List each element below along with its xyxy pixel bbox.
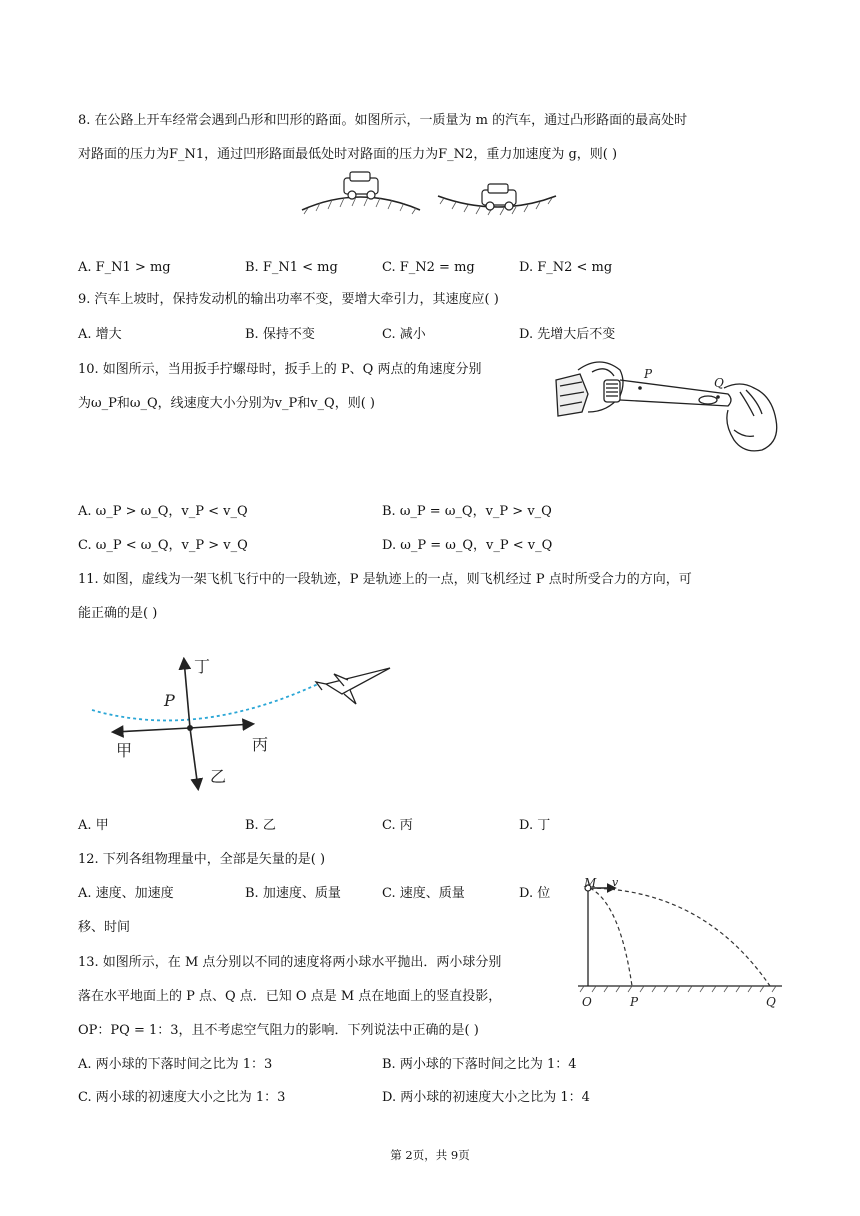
path-to-p <box>590 888 632 986</box>
q12-option-b: B. 加速度、质量 <box>245 886 341 901</box>
wrench-icon <box>556 362 777 451</box>
q8-option-c: C. F_N2 = mg <box>382 260 475 275</box>
q10-option-c: C. ω_P < ω_Q，v_P > v_Q <box>78 538 248 553</box>
path-to-q <box>590 888 770 986</box>
label-q: Q <box>714 376 724 390</box>
q10-line1: 10. 如图所示，当用扳手拧螺母时，扳手上的 P、Q 两点的角速度分别 <box>78 362 482 377</box>
q10-option-d: D. ω_P = ω_Q，v_P < v_Q <box>382 538 553 553</box>
q9-line1: 9. 汽车上坡时，保持发动机的输出功率不变，要增大牵引力，其速度应( ) <box>78 292 499 307</box>
arrow-ding <box>184 660 190 728</box>
q11-line2: 能正确的是( ) <box>78 606 158 621</box>
q12-line1: 12. 下列各组物理量中，全部是矢量的是( ) <box>78 852 326 867</box>
q13-option-d: D. 两小球的初速度大小之比为 1：4 <box>382 1090 590 1105</box>
q9-option-b: B. 保持不变 <box>245 327 315 342</box>
q13-option-b: B. 两小球的下落时间之比为 1：4 <box>382 1057 577 1072</box>
q13-line1: 13. 如图所示，在 M 点分别以不同的速度将两小球水平抛出．两小球分别 <box>78 955 502 970</box>
label-v: v <box>612 876 619 889</box>
label-o: O <box>582 995 592 1009</box>
q9-option-d: D. 先增大后不变 <box>519 327 616 342</box>
page-footer: 第 2页，共 9页 <box>390 1148 470 1162</box>
q8-option-d: D. F_N2 < mg <box>519 260 613 275</box>
q8-option-b: B. F_N1 < mg <box>245 260 338 275</box>
q13-option-c: C. 两小球的初速度大小之比为 1：3 <box>78 1090 286 1105</box>
q11-option-d: D. 丁 <box>519 818 551 833</box>
projectile-figure <box>574 874 786 1014</box>
q11-line1: 11. 如图，虚线为一架飞机飞行中的一段轨迹，P 是轨迹上的一点，则飞机经过 P 点时所受合力的方向，可 <box>78 572 692 587</box>
car-concave-icon <box>482 184 516 210</box>
label-bing: 丙 <box>252 735 269 754</box>
label-p: P <box>164 691 175 710</box>
q10-option-b: B. ω_P = ω_Q，v_P > v_Q <box>382 504 552 519</box>
q8-option-a: A. F_N1 > mg <box>78 260 171 275</box>
q10-option-a: A. ω_P > ω_Q，v_P < v_Q <box>78 504 248 519</box>
q12-option-c: C. 速度、质量 <box>382 886 465 901</box>
label-jia: 甲 <box>116 741 133 760</box>
arrow-bing <box>190 724 252 728</box>
label-p: P <box>630 995 639 1009</box>
label-yi: 乙 <box>210 767 227 786</box>
q12-option-d: D. 位 <box>519 886 551 901</box>
q13-option-a: A. 两小球的下落时间之比为 1：3 <box>78 1057 273 1072</box>
q13-line3: OP：PQ = 1：3，且不考虑空气阻力的影响．下列说法中正确的是( ) <box>78 1023 479 1038</box>
label-m: M <box>584 876 597 890</box>
arrow-jia <box>114 728 190 732</box>
wrench-figure <box>548 350 784 458</box>
arrow-yi <box>190 728 198 788</box>
q12-option-a: A. 速度、加速度 <box>78 886 174 901</box>
q8-line1: 8. 在公路上开车经常会遇到凸形和凹形的路面。如图所示，一质量为 m 的汽车，通过凸形路面的最高处时 <box>78 113 688 128</box>
q11-option-c: C. 丙 <box>382 818 413 833</box>
q11-option-a: A. 甲 <box>78 818 109 833</box>
car-convex-icon <box>344 172 378 199</box>
q13-line2: 落在水平地面上的 P 点、Q 点．已知 O 点是 M 点在地面上的竖直投影， <box>78 989 502 1004</box>
q12-option-d-cont: 移、时间 <box>78 920 131 935</box>
q10-line2: 为ω_P和ω_Q，线速度大小分别为v_P和v_Q，则( ) <box>78 396 375 411</box>
q11-option-b: B. 乙 <box>245 818 276 833</box>
q9-option-c: C. 减小 <box>382 327 426 342</box>
airplane-icon <box>316 668 390 704</box>
label-q: Q <box>766 995 776 1009</box>
label-ding: 丁 <box>194 657 211 676</box>
q9-option-a: A. 增大 <box>78 327 122 342</box>
road-car-figure <box>298 166 560 218</box>
label-p: P <box>644 367 653 381</box>
trajectory-dashed <box>92 684 318 720</box>
airplane-trajectory-figure <box>86 648 402 796</box>
q8-line2: 对路面的压力为F_N1，通过凹形路面最低处时对路面的压力为F_N2，重力加速度为 g，则( ) <box>78 147 618 162</box>
